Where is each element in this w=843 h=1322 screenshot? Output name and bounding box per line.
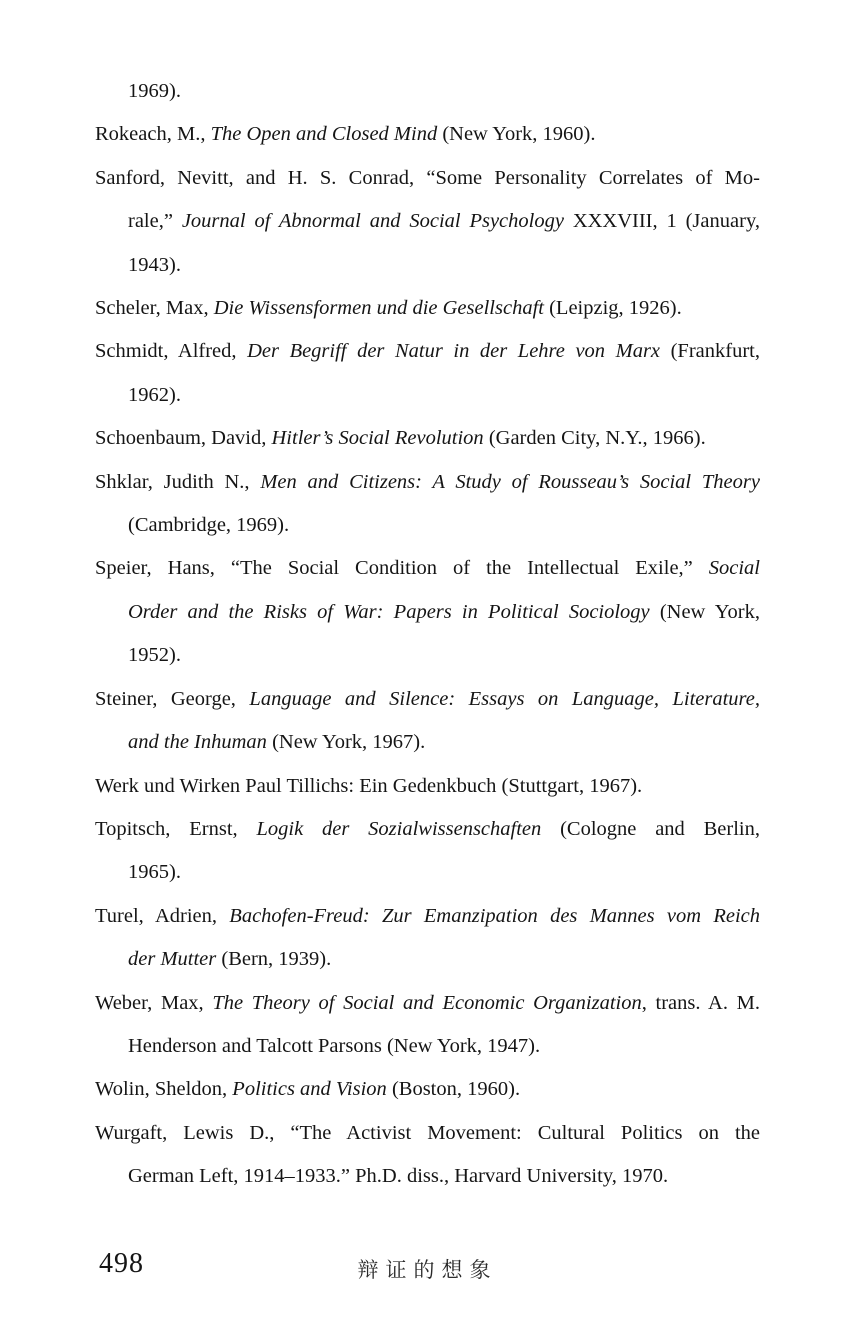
entry-text: Scheler, Max, [95,297,214,320]
bibliography-line [95,417,760,460]
running-title: 辩证的想象 [357,1258,498,1282]
bibliography-line [95,1025,760,1068]
title-italic-text: and the Inhuman [128,731,267,754]
bibliography-line [95,200,760,243]
entry-text: Weber, Max, [95,991,213,1014]
bibliography-entry [95,982,760,1069]
bibliography-line [95,982,760,1025]
title-italic-text: Der Begriff der Natur in der Lehre von Marx [247,340,661,363]
bibliography-line [95,70,760,113]
title-italic-text: Die Wissensformen und die Gesellschaft [213,297,544,320]
bibliography-entry [95,113,760,156]
bibliography-line [95,721,760,764]
entry-text: 1965). [128,861,181,884]
entry-text: 1969). [128,80,181,102]
bibliography-entry [95,330,760,417]
title-italic-text: Hitler’s Social Revolution [271,427,484,450]
entry-text: 1952). [128,644,181,667]
entry-text: Henderson and Talcott Parsons (New York, 1947). [128,1034,541,1057]
entry-text: (Leipzig, 1926). [543,297,682,320]
title-italic-text: Journal of Abnormal and Social Psychology [181,210,564,233]
page-number: 498 [99,1248,144,1279]
bibliography-entry [95,765,760,808]
entry-text: Wurgaft, Lewis D., “The Activist Movement: Cultural Politics on the [95,1121,760,1144]
entry-text: Schoenbaum, David, [95,427,272,450]
bibliography-line [95,374,760,417]
entry-text: (Boston, 1960). [386,1078,521,1101]
entry-text: (Cambridge, 1969). [128,514,290,537]
bibliography-line [95,1155,760,1198]
title-italic-text: Social [708,557,760,580]
title-italic-text: The Open and Closed Mind [210,123,438,146]
bibliography-entry [95,157,760,287]
title-italic-text: Language and Silence: Essays on Language, Literature, [249,687,760,710]
entry-text: (Frankfurt, [660,340,760,363]
bibliography-entry [95,1068,760,1111]
bibliography-entry [95,417,760,460]
entry-text: , trans. A. M. [641,991,760,1014]
entry-text: 1962). [128,383,181,406]
bibliography-line [95,461,760,504]
entry-text: 1943). [128,253,181,276]
title-italic-text: The Theory of Social and Economic Organization [212,991,642,1014]
bibliography-line [95,287,760,330]
entry-text: Speier, Hans, “The Social Condition of the Intellectual Exile,” [95,557,709,580]
entry-text: Shklar, Judith N., [95,470,261,493]
bibliography-entry [95,547,760,677]
entry-text: (Bern, 1939). [216,948,332,971]
bibliography-line [95,678,760,721]
entry-text: Turel, Adrien, [95,904,230,927]
bibliography-entry [95,808,760,895]
bibliography-line [95,504,760,547]
bibliography-line [95,938,760,981]
bibliography-line [95,808,760,851]
entry-text: XXXVIII, 1 (January, [563,210,760,233]
entry-text: Steiner, George, [95,687,250,710]
bibliography-line [95,851,760,894]
entry-text: Sanford, Nevitt, and H. S. Conrad, “Some Personality Correlates of Mo- [95,166,760,189]
bibliography-line [95,157,760,200]
title-italic-text: Men and Citizens: A Study of Rousseau’s Social Theory [260,470,760,493]
entry-text: (Garden City, N.Y., 1966). [483,427,706,450]
title-italic-text: der Mutter [128,948,217,971]
title-italic-text: Bachofen-Freud: Zur Emanzipation des Mannes vom Reich [229,904,760,927]
bibliography-line [95,1112,760,1155]
entry-text: (New York, 1960). [437,123,596,146]
bibliography-entry [95,461,760,548]
title-italic-text: Order and the Risks of War: Papers in Political Sociology [128,600,650,623]
bibliography-entry [95,70,760,113]
bibliography [95,70,760,1199]
entry-text: Topitsch, Ernst, [95,817,257,840]
bibliography-line [95,547,760,590]
entry-text: (Cologne and Berlin, [541,817,760,840]
title-italic-text: Politics and Vision [232,1078,387,1101]
entry-text: Rokeach, M., [95,123,211,146]
bibliography-line [95,113,760,156]
bibliography-line [95,765,760,808]
bibliography-line [95,244,760,287]
bibliography-entry [95,895,760,982]
bibliography-entry [95,287,760,330]
bibliography-line [95,634,760,677]
entry-text: German Left, 1914–1933.” Ph.D. diss., Harvard University, 1970. [128,1165,669,1188]
entry-text: Werk und Wirken Paul Tillichs: Ein Gedenkbuch (Stuttgart, 1967). [95,774,643,797]
bibliography-entry [95,678,760,765]
bibliography-line [95,591,760,634]
entry-text: Schmidt, Alfred, [95,340,248,363]
title-italic-text: Logik der Sozialwissenschaften [256,817,542,840]
entry-text: (New York, 1967). [266,731,426,754]
bibliography-entry [95,1112,760,1199]
entry-text: rale,” [128,210,182,233]
bibliography-line [95,1068,760,1111]
bibliography-line [95,895,760,938]
bibliography-line [95,330,760,373]
entry-text: (New York, [649,600,760,623]
entry-text: Wolin, Sheldon, [95,1078,233,1101]
